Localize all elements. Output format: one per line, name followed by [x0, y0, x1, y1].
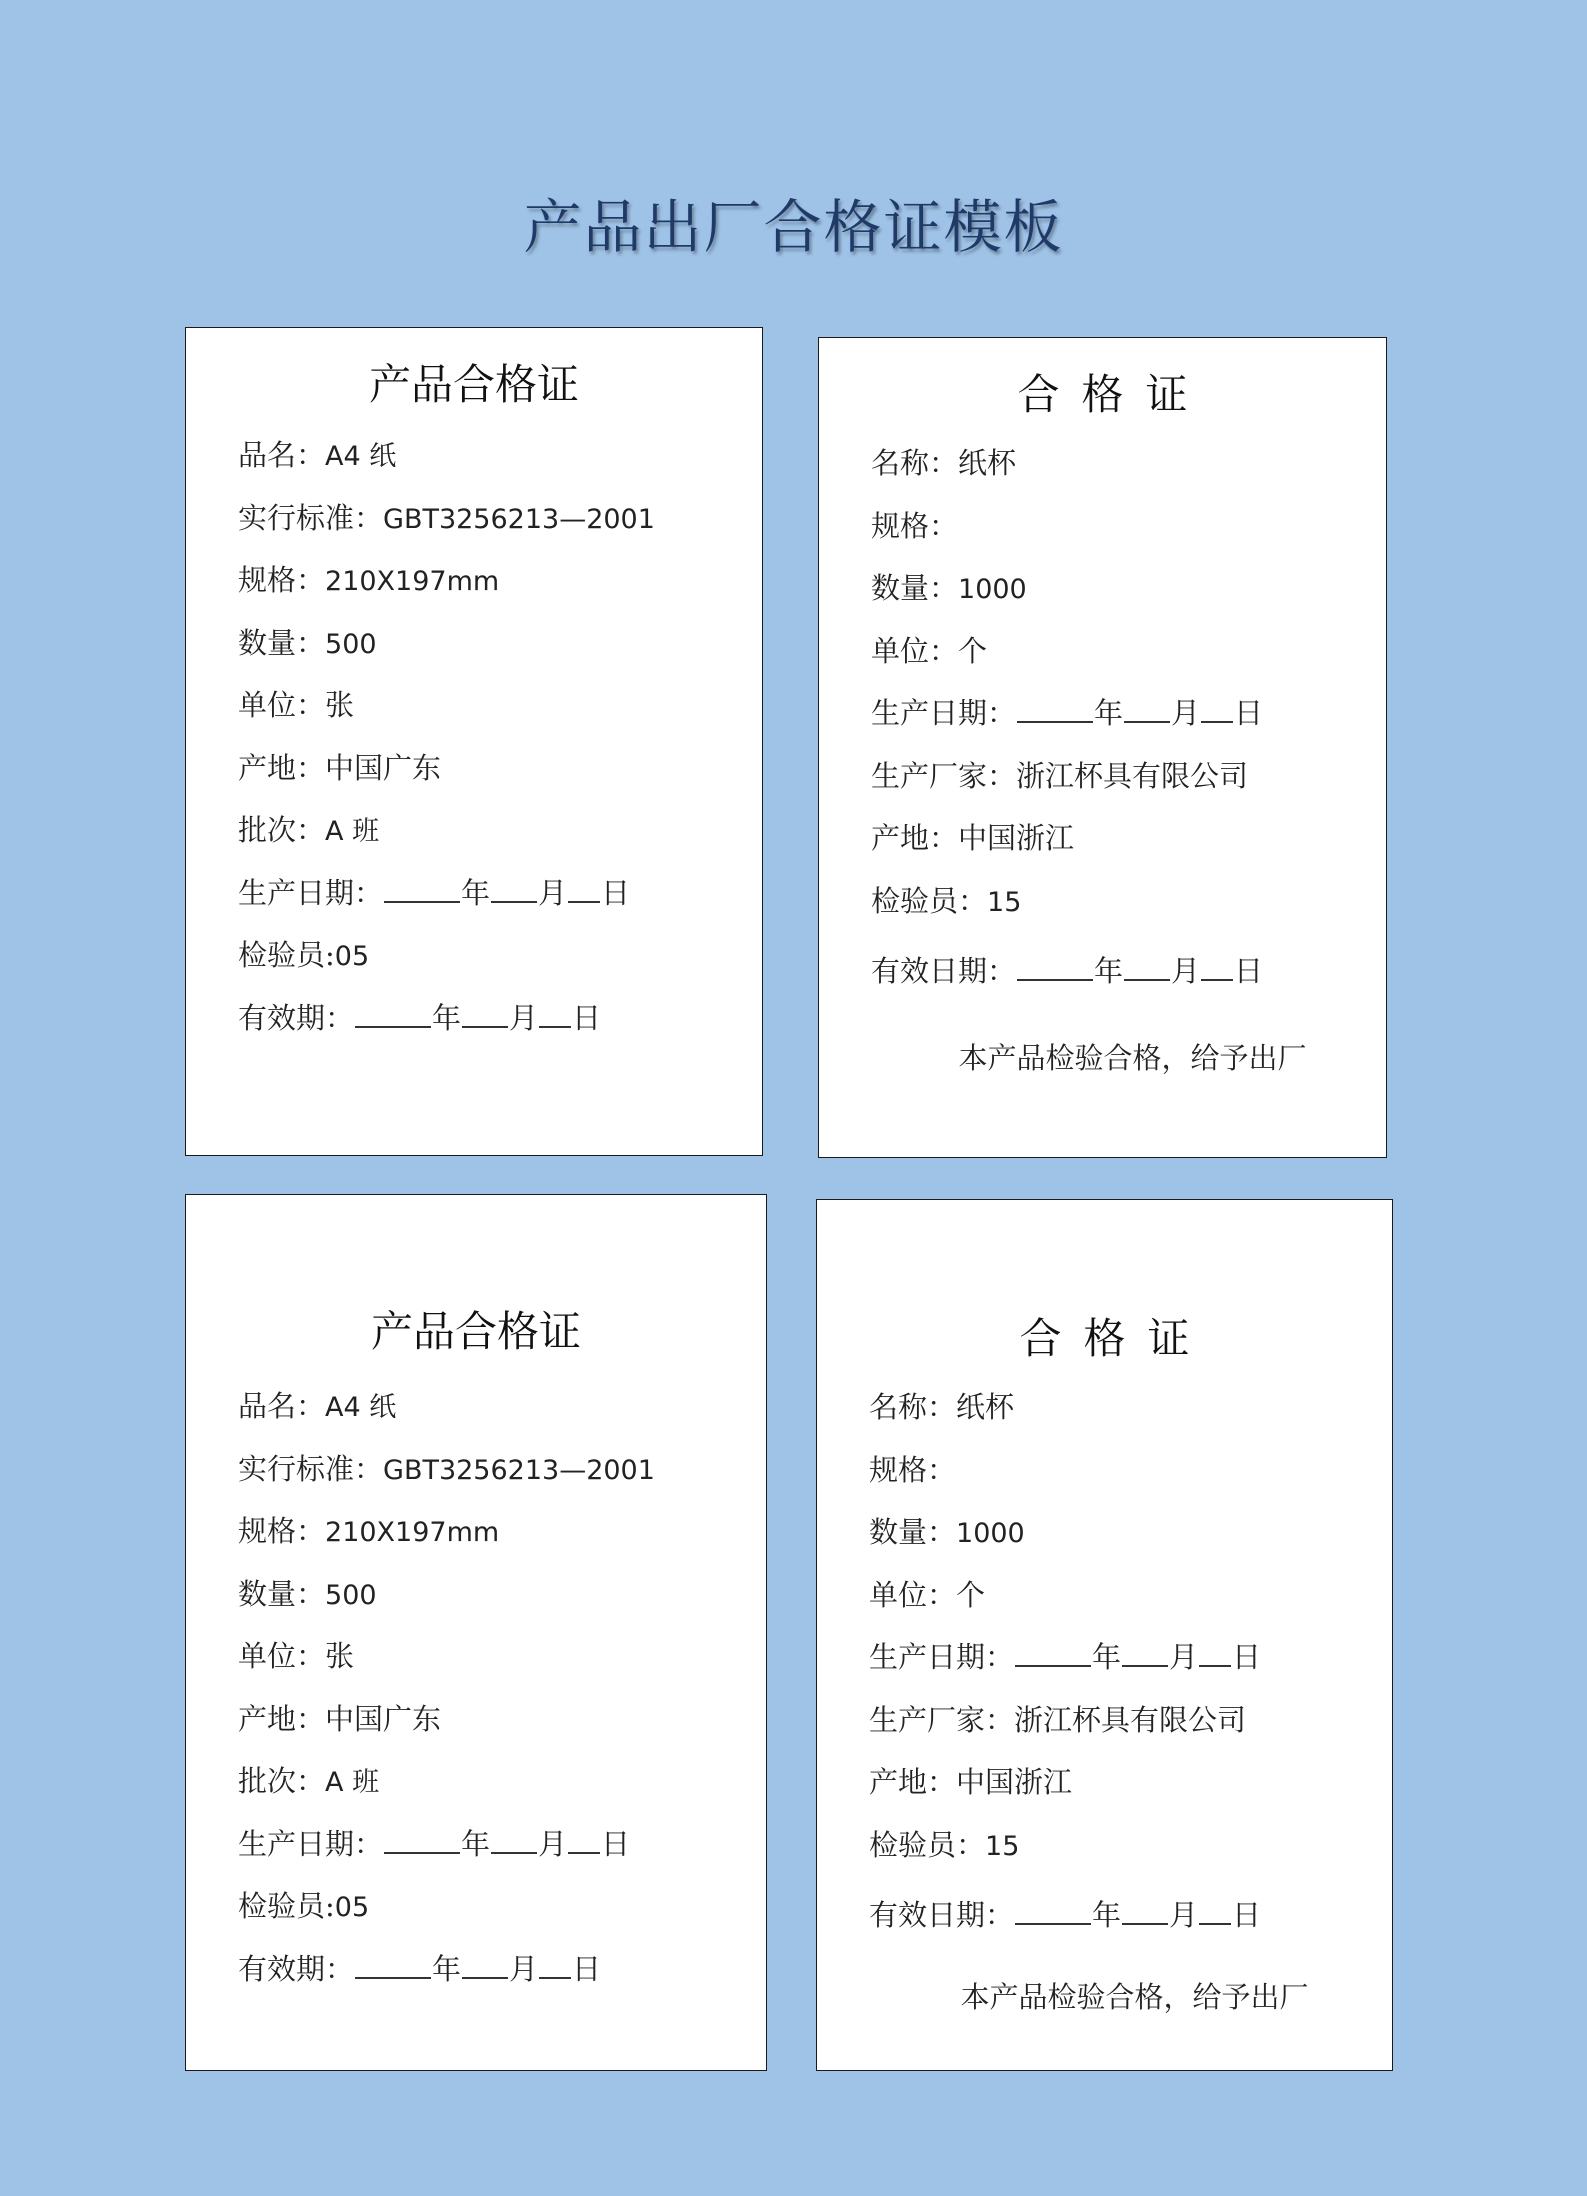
- field-production-date: 生产日期： 年 月 日: [871, 682, 1376, 745]
- quantity-value: 500: [325, 1579, 377, 1611]
- field-list: [238, 424, 752, 1049]
- field-batch: 批次：A 班: [238, 1764, 380, 1798]
- month-blank: [491, 873, 537, 903]
- batch-value: A 班: [325, 1767, 380, 1798]
- name-value: 纸杯: [956, 1390, 1015, 1424]
- field-origin: 产地：中国浙江: [871, 821, 1075, 855]
- month-blank: [1122, 1637, 1168, 1667]
- spec-value: 210X197mm: [325, 1517, 500, 1548]
- pass-note: 本产品检验合格，给予出厂: [958, 1041, 1307, 1075]
- manufacturer-value: 浙江杯具有限公司: [1016, 758, 1249, 793]
- month-blank: [462, 998, 508, 1028]
- field-spec: 规格：210X197mm: [238, 563, 500, 597]
- year-blank: [1017, 951, 1093, 981]
- field-quantity: 数量：500: [238, 1576, 377, 1611]
- field-standard: 实行标准：GBT3256213—2001: [238, 500, 655, 535]
- quantity-value: 1000: [958, 574, 1027, 605]
- field-validity: 有效期： 年 月 日: [238, 1938, 756, 2001]
- field-unit: 单位：张: [238, 688, 355, 722]
- field-origin: 产地：中国广东: [238, 750, 442, 785]
- field-list: [869, 1376, 1382, 1947]
- standard-value: GBT3256213—2001: [383, 503, 655, 535]
- day-blank: [568, 873, 600, 903]
- inspector-value: 15: [987, 886, 1022, 918]
- unit-value: 个: [956, 1577, 986, 1612]
- name-value: 纸杯: [958, 446, 1017, 480]
- card-title: 合格证: [1017, 370, 1210, 419]
- field-unit: 单位：个: [869, 1577, 986, 1612]
- field-production-date: 生产日期： 年 月 日: [238, 862, 752, 925]
- quantity-value: 500: [325, 628, 377, 660]
- day-blank: [539, 1949, 571, 1979]
- field-name: 名称：纸杯: [871, 446, 1017, 480]
- product-certificate-card-top: [185, 327, 763, 1156]
- manufacturer-value: 浙江杯具有限公司: [1014, 1702, 1247, 1737]
- origin-value: 中国浙江: [958, 821, 1075, 855]
- inspector-value: 05: [334, 941, 370, 972]
- field-validity: 有效期： 年 月 日: [238, 987, 752, 1050]
- field-name: 名称：纸杯: [869, 1390, 1015, 1424]
- year-blank: [384, 1824, 460, 1854]
- pass-note: 本产品检验合格，给予出厂: [960, 1980, 1309, 2014]
- day-blank: [1201, 951, 1233, 981]
- spec-value: 210X197mm: [325, 566, 500, 597]
- card-title: 产品合格证: [370, 1307, 581, 1356]
- product-certificate-card-bottom: [185, 1194, 767, 2071]
- origin-value: 中国浙江: [956, 1765, 1073, 1799]
- field-spec: 规格：: [871, 508, 959, 543]
- inspector-value: 15: [985, 1830, 1020, 1862]
- field-manufacturer: 生产厂家：浙江杯具有限公司: [871, 758, 1249, 793]
- day-blank: [1199, 1637, 1231, 1667]
- year-blank: [1015, 1895, 1091, 1925]
- field-spec: 规格：: [869, 1452, 957, 1487]
- field-quantity: 数量：1000: [871, 571, 1027, 605]
- field-list: [871, 432, 1376, 1003]
- month-blank: [1122, 1895, 1168, 1925]
- month-blank: [1124, 951, 1170, 981]
- month-blank: [1124, 693, 1170, 723]
- field-unit: 单位：个: [871, 633, 988, 668]
- field-inspector: 检验员：15: [871, 883, 1022, 918]
- field-inspector: 检验员:05: [238, 1889, 370, 1923]
- year-blank: [1017, 693, 1093, 723]
- origin-value: 中国广东: [325, 1701, 442, 1736]
- field-valid-date: 有效日期： 年 月 日: [871, 940, 1376, 1003]
- page-title: 产品出厂合格证模板: [523, 193, 1064, 261]
- unit-value: 个: [958, 633, 988, 668]
- field-production-date: 生产日期： 年 月 日: [238, 1813, 756, 1876]
- field-list: [238, 1375, 756, 2000]
- day-blank: [539, 998, 571, 1028]
- month-blank: [462, 1949, 508, 1979]
- inspector-value: 05: [334, 1892, 370, 1923]
- origin-value: 中国广东: [325, 750, 442, 785]
- product-name-value: A4 纸: [325, 441, 397, 472]
- unit-value: 张: [325, 1639, 355, 1673]
- certificate-card-top: [818, 337, 1387, 1158]
- batch-value: A 班: [325, 816, 380, 847]
- product-name-value: A4 纸: [325, 1392, 397, 1423]
- day-blank: [568, 1824, 600, 1854]
- field-quantity: 数量：500: [238, 625, 377, 660]
- year-blank: [355, 998, 431, 1028]
- field-origin: 产地：中国浙江: [869, 1765, 1073, 1799]
- field-unit: 单位：张: [238, 1639, 355, 1673]
- field-product-name: 品名：A4 纸: [238, 1389, 397, 1423]
- card-title: 产品合格证: [368, 360, 579, 409]
- year-blank: [1015, 1637, 1091, 1667]
- field-quantity: 数量：1000: [869, 1515, 1025, 1549]
- field-inspector: 检验员:05: [238, 938, 370, 972]
- card-title: 合格证: [1019, 1314, 1212, 1363]
- field-valid-date: 有效日期： 年 月 日: [869, 1884, 1382, 1947]
- field-spec: 规格：210X197mm: [238, 1514, 500, 1548]
- field-production-date: 生产日期： 年 月 日: [869, 1626, 1382, 1689]
- year-blank: [355, 1949, 431, 1979]
- day-blank: [1201, 693, 1233, 723]
- month-blank: [491, 1824, 537, 1854]
- year-blank: [384, 873, 460, 903]
- field-batch: 批次：A 班: [238, 813, 380, 847]
- field-product-name: 品名：A4 纸: [238, 438, 397, 472]
- field-standard: 实行标准：GBT3256213—2001: [238, 1451, 655, 1486]
- certificate-card-bottom: [816, 1199, 1393, 2071]
- unit-value: 张: [325, 688, 355, 722]
- quantity-value: 1000: [956, 1518, 1025, 1549]
- field-manufacturer: 生产厂家：浙江杯具有限公司: [869, 1702, 1247, 1737]
- standard-value: GBT3256213—2001: [383, 1454, 655, 1486]
- field-origin: 产地：中国广东: [238, 1701, 442, 1736]
- day-blank: [1199, 1895, 1231, 1925]
- field-inspector: 检验员：15: [869, 1827, 1020, 1862]
